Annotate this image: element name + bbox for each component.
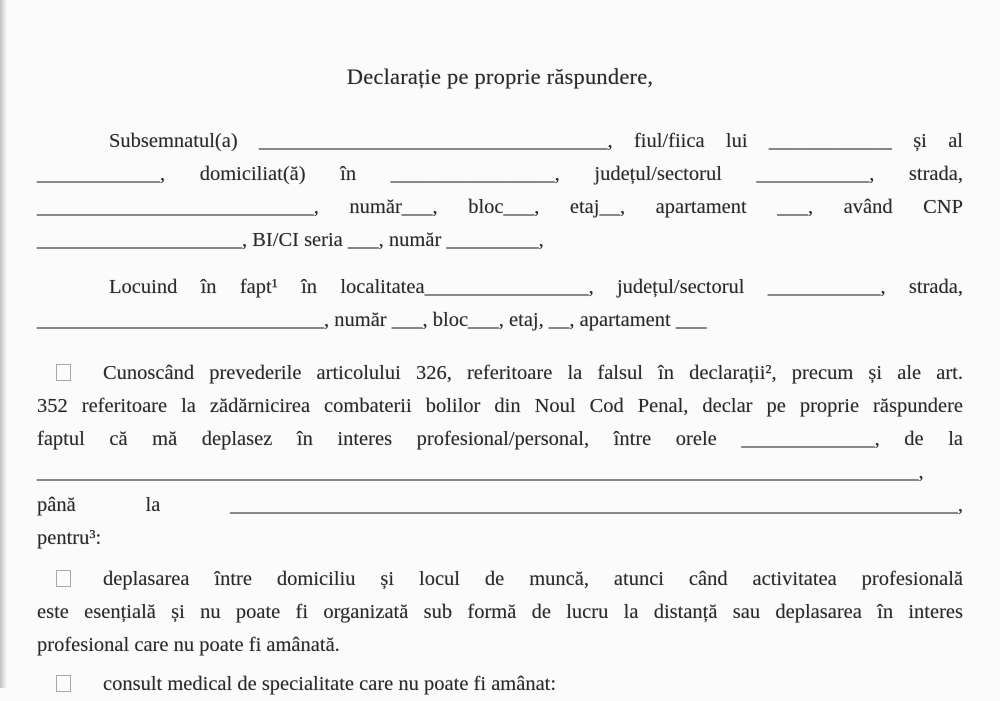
checkbox-icon xyxy=(56,570,71,587)
form-line-pentru: pentru³: xyxy=(37,527,102,549)
form-line-buletin: ____________________, BI/CI seria ___, număr _________, xyxy=(37,229,544,251)
form-line-amanata: profesional care nu poate fi amânată. xyxy=(37,634,340,656)
form-line-locuind: Locuind în fapt¹ în localitatea________________, județul/sectorul ___________, strada, xyxy=(109,276,963,298)
form-line-locuind-adresa: ____________________________, număr ___, bloc___, etaj, __, apartament ___ xyxy=(37,309,707,331)
document-title: Declarație pe proprie răspundere, xyxy=(346,64,654,89)
form-line-cunoscand xyxy=(37,357,963,390)
form-line-domiciliu: ____________, domiciliat(ă) în ________________, județul/sectorul ___________, strada, xyxy=(37,163,963,185)
form-line-pana-la: până la _______________________________________________________________________, xyxy=(37,494,963,516)
form-line-subsemnatul: Subsemnatul(a) __________________________________, fiul/fiica lui ____________ și al xyxy=(109,130,963,152)
residence-paragraph xyxy=(37,271,963,337)
form-line-orele: faptul că mă deplasez în interes profesional/personal, între orele _____________, de la xyxy=(37,428,963,450)
declaration-text: Cunoscând prevederile articolului 326, referitoare la falsul în declarații², precum și ale art. xyxy=(103,362,963,384)
form-line-blank-full: ______________________________________________________________________________________, xyxy=(37,461,924,483)
checkbox-icon xyxy=(56,675,71,692)
form-line-cod-penal: 352 referitoare la zădărnicirea combaterii bolilor din Noul Cod Penal, declar pe proprie răspundere xyxy=(37,395,963,417)
reason-work-text: deplasarea între domiciliu și locul de muncă, atunci când activitatea profesională xyxy=(103,568,963,590)
identity-paragraph xyxy=(37,125,963,257)
reason-medical-paragraph xyxy=(37,668,963,701)
form-line-consult xyxy=(37,668,963,701)
form-line-deplasarea xyxy=(37,563,963,596)
form-line-adresa: ___________________________, număr___, bloc___, etaj__, apartament ___, având CNP xyxy=(37,196,963,218)
reason-medical-text: consult medical de specialitate care nu poate fi amânat: xyxy=(103,673,557,695)
form-line-esentiala: este esențială și nu poate fi organizată sub formă de lucru la distanță sau deplasarea în interes xyxy=(37,601,963,623)
reason-work-paragraph xyxy=(37,563,963,662)
checkbox-icon xyxy=(56,364,71,381)
declaration-paragraph xyxy=(37,357,963,555)
